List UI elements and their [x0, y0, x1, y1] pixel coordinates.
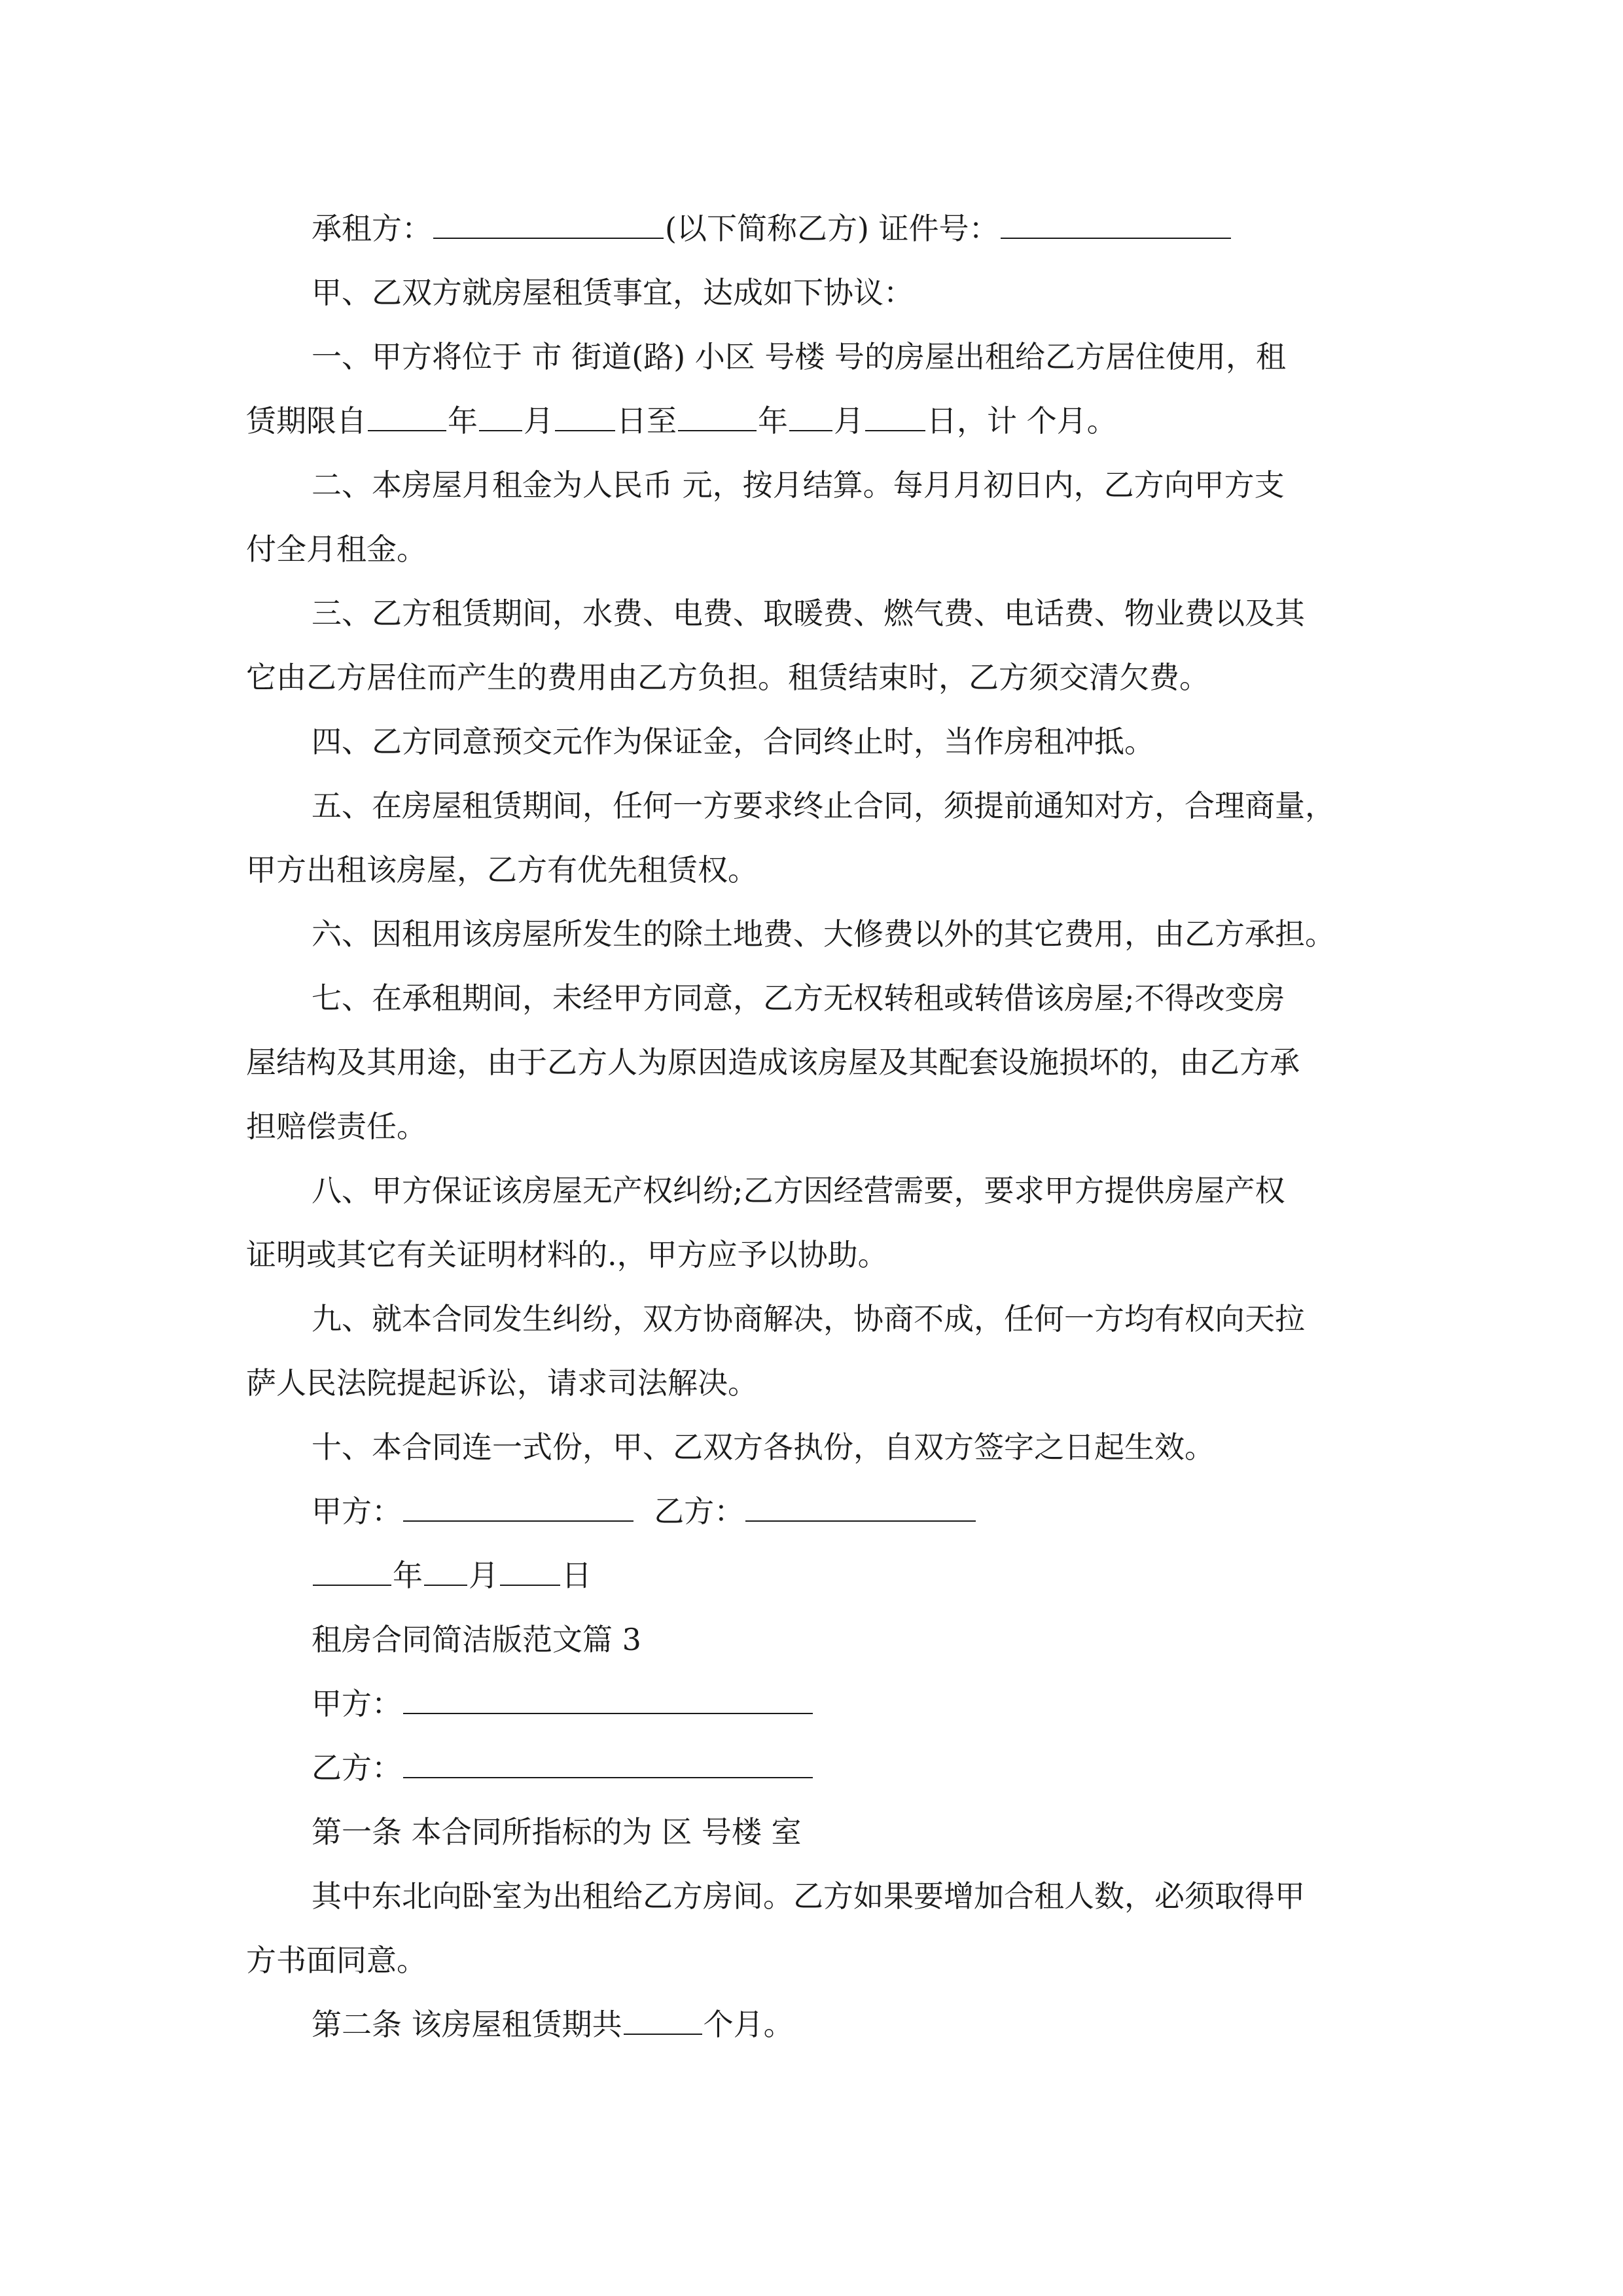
clause-5-line-2: 甲方出租该房屋，乙方有优先租赁权。 — [246, 852, 758, 888]
clause-10-line-1: 十、本合同连一式份，甲、乙双方各执份，自双方签字之日起生效。 — [312, 1429, 1215, 1465]
end-month-blank — [789, 400, 832, 431]
section-3-party-a-label: 甲方： — [312, 1686, 402, 1721]
clause-1-line-2 — [246, 389, 1381, 453]
article-2-suffix: 个月。 — [703, 2007, 794, 2042]
sign-month-blank — [424, 1554, 467, 1586]
clause-5-line-1: 五、在房屋租赁期间，任何一方要求终止合同，须提前通知对方，合理商量， — [312, 788, 1335, 823]
id-number-blank — [1001, 207, 1231, 239]
lease-from-label: 赁期限自 — [246, 403, 366, 439]
agreement-intro: 甲、乙双方就房屋租赁事宜，达成如下协议： — [312, 275, 914, 310]
lease-months-blank — [624, 2003, 702, 2035]
start-year-blank — [368, 400, 446, 431]
article-2-label: 第二条 该房屋租赁期共 — [312, 2007, 622, 2042]
section-3-party-a — [246, 1672, 1381, 1736]
start-month-blank — [479, 400, 522, 431]
section-3-party-b-label: 乙方： — [312, 1750, 402, 1785]
year-label: 年 — [448, 403, 478, 439]
end-year-blank — [678, 400, 757, 431]
clause-3-line-1: 三、乙方租赁期间，水费、电费、取暖费、燃气费、电话费、物业费以及其 — [312, 596, 1305, 631]
clause-2-line-1: 二、本房屋月租金为人民币 元，按月结算。每月月初日内，乙方向甲方支 — [312, 467, 1285, 503]
month-label: 月 — [524, 403, 554, 439]
signature-line — [246, 1479, 1381, 1543]
year-label-2: 年 — [758, 403, 788, 439]
section-3-title: 租房合同简洁版范文篇 3 — [312, 1622, 641, 1657]
clause-4-line-1: 四、乙方同意预交元作为保证金，合同终止时，当作房租冲抵。 — [312, 724, 1154, 759]
section-3-party-a-blank — [403, 1683, 813, 1714]
clause-8-line-1: 八、甲方保证该房屋无产权纠纷;乙方因经营需要，要求甲方提供房屋产权 — [312, 1173, 1285, 1208]
clause-8-line-2: 证明或其它有关证明材料的.，甲方应予以协助。 — [246, 1237, 888, 1272]
party-a-signature-blank — [403, 1490, 633, 1522]
party-b-label: 乙方： — [654, 1494, 745, 1529]
sign-year-label: 年 — [393, 1558, 423, 1593]
day-to-label: 日至 — [616, 403, 677, 439]
clause-7-line-3: 担赔偿责任。 — [246, 1109, 427, 1144]
sign-year-blank — [313, 1554, 391, 1586]
section-3-party-b — [246, 1736, 1381, 1800]
clause-7-line-1: 七、在承租期间，未经甲方同意，乙方无权转租或转借该房屋;不得改变房 — [312, 980, 1285, 1016]
article-1-detail-line-1: 其中东北向卧室为出租给乙方房间。乙方如果要增加合租人数，必须取得甲 — [312, 1878, 1305, 1914]
clause-3-line-2: 它由乙方居住而产生的费用由乙方负担。租赁结束时，乙方须交清欠费。 — [246, 660, 1209, 695]
lease-end-label: 日，计 个月。 — [927, 403, 1117, 439]
month-label-2: 月 — [834, 403, 864, 439]
tenant-label: 承租方： — [312, 211, 432, 246]
sign-day-label: 日 — [562, 1558, 592, 1593]
clause-2-line-2: 付全月租金。 — [246, 531, 427, 567]
tenant-suffix: (以下简称乙方) 证件号： — [665, 211, 999, 246]
clause-9-line-2: 萨人民法院提起诉讼，请求司法解决。 — [246, 1365, 758, 1401]
article-1: 第一条 本合同所指标的为 区 号楼 室 — [312, 1814, 802, 1850]
start-day-blank — [555, 400, 615, 431]
sign-month-label: 月 — [469, 1558, 499, 1593]
clause-9-line-1: 九、就本合同发生纠纷，双方协商解决，协商不成，任何一方均有权向天拉 — [312, 1301, 1305, 1336]
tenant-name-blank — [433, 207, 664, 239]
party-b-signature-blank — [745, 1490, 976, 1522]
article-1-detail-line-2: 方书面同意。 — [246, 1943, 427, 1978]
clause-6-line-1: 六、因租用该房屋所发生的除土地费、大修费以外的其它费用，由乙方承担。 — [312, 916, 1335, 952]
document-page — [246, 196, 1381, 2056]
clause-7-line-2: 屋结构及其用途，由于乙方人为原因造成该房屋及其配套设施损坏的，由乙方承 — [246, 1045, 1300, 1080]
end-day-blank — [865, 400, 925, 431]
article-2 — [246, 1992, 1381, 2056]
section-3-party-b-blank — [403, 1747, 813, 1778]
clause-1-line-1: 一、甲方将位于 市 街道(路) 小区 号楼 号的房屋出租给乙方居住使用，租 — [312, 339, 1287, 374]
party-a-label: 甲方： — [312, 1494, 402, 1529]
sign-day-blank — [500, 1554, 560, 1586]
signature-date-line — [246, 1543, 1381, 1607]
tenant-line — [246, 196, 1381, 260]
